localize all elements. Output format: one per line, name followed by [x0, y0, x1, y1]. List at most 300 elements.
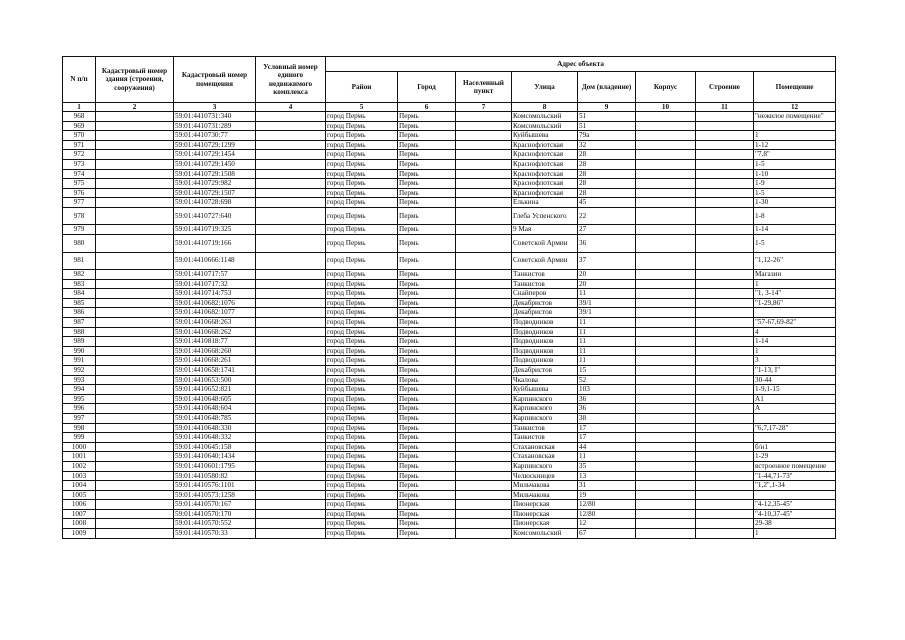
cell-complex-number: [256, 169, 326, 179]
cell-house: 22: [578, 207, 636, 225]
cell-house: 79а: [578, 131, 636, 141]
cell-locality: [456, 433, 512, 443]
cell-complex-number: [256, 519, 326, 529]
cell-premises: 1-9,1-15: [754, 385, 836, 395]
cell-building-cadastral: [96, 179, 174, 189]
cell-premises: 3: [754, 356, 836, 366]
cell-block: [636, 356, 696, 366]
table-row: [63, 452, 836, 462]
cell-street: Карпинского: [512, 404, 578, 414]
cell-city: Пермь: [398, 318, 456, 328]
cell-block: [636, 452, 696, 462]
cell-district: город Пермь: [326, 318, 398, 328]
cell-room-cadastral: 59:01:4410668:260: [174, 346, 256, 356]
cell-city: Пермь: [398, 375, 456, 385]
cell-complex-number: [256, 413, 326, 423]
table-row: [63, 346, 836, 356]
cell-street: Советской Армии: [512, 235, 578, 253]
cell-no: 1003: [63, 471, 96, 481]
cell-building-cadastral: [96, 452, 174, 462]
cell-house: 11: [578, 318, 636, 328]
cell-locality: [456, 318, 512, 328]
cell-block: [636, 131, 696, 141]
cell-no: 969: [63, 121, 96, 131]
cell-complex-number: [256, 279, 326, 289]
cell-building: [696, 279, 754, 289]
cell-house: 67: [578, 529, 636, 539]
cell-city: Пермь: [398, 519, 456, 529]
cell-district: город Пермь: [326, 356, 398, 366]
cell-no: 999: [63, 433, 96, 443]
cell-room-cadastral: 59:01:4410573:1258: [174, 490, 256, 500]
cell-city: Пермь: [398, 500, 456, 510]
cell-building-cadastral: [96, 519, 174, 529]
cell-building: [696, 509, 754, 519]
cell-house: 11: [578, 337, 636, 347]
cell-room-cadastral: 59:01:4410717:57: [174, 270, 256, 280]
cell-city: Пермь: [398, 452, 456, 462]
cell-building-cadastral: [96, 481, 174, 491]
cell-block: [636, 140, 696, 150]
cell-building: [696, 356, 754, 366]
cell-street: Подводников: [512, 318, 578, 328]
table-row: [63, 404, 836, 414]
cell-district: город Пермь: [326, 385, 398, 395]
cell-city: Пермь: [398, 188, 456, 198]
cell-building-cadastral: [96, 471, 174, 481]
cell-house: 11: [578, 356, 636, 366]
cell-district: город Пермь: [326, 375, 398, 385]
cell-premises: "1, 3-14": [754, 289, 836, 299]
cell-building-cadastral: [96, 159, 174, 169]
table-row: [63, 490, 836, 500]
header-street: Улица: [512, 72, 578, 103]
cell-house: 11: [578, 289, 636, 299]
cell-locality: [456, 252, 512, 270]
cell-complex-number: [256, 179, 326, 189]
table-row: [63, 188, 836, 198]
cell-district: город Пермь: [326, 188, 398, 198]
cell-locality: [456, 270, 512, 280]
cell-no: 983: [63, 279, 96, 289]
table-row: [63, 308, 836, 318]
cell-complex-number: [256, 375, 326, 385]
cell-room-cadastral: 59:01:4410648:605: [174, 394, 256, 404]
cell-house: 37: [578, 252, 636, 270]
cell-room-cadastral: 59:01:4410601:1795: [174, 461, 256, 471]
cell-building: [696, 159, 754, 169]
table-row: [63, 150, 836, 160]
table-row: [63, 289, 836, 299]
cell-locality: [456, 112, 512, 122]
cell-street: Декабристов: [512, 365, 578, 375]
cell-building: [696, 385, 754, 395]
cell-city: Пермь: [398, 529, 456, 539]
table-body: [63, 112, 836, 539]
cell-block: [636, 318, 696, 328]
cell-street: Краснофлотская: [512, 150, 578, 160]
cell-no: 979: [63, 225, 96, 235]
cell-premises: 1-14: [754, 225, 836, 235]
cell-block: [636, 225, 696, 235]
cell-district: город Пермь: [326, 413, 398, 423]
cell-block: [636, 413, 696, 423]
cell-premises: 1-5: [754, 159, 836, 169]
table-row: [63, 509, 836, 519]
cell-house: 31: [578, 481, 636, 491]
column-number: 2: [96, 103, 174, 112]
cell-building: [696, 121, 754, 131]
cell-room-cadastral: 59:01:4410729:1454: [174, 150, 256, 160]
cell-block: [636, 461, 696, 471]
cell-locality: [456, 279, 512, 289]
cell-district: город Пермь: [326, 289, 398, 299]
cell-street: Глеба Успенского: [512, 207, 578, 225]
cell-room-cadastral: 59:01:4410668:262: [174, 327, 256, 337]
cell-district: город Пермь: [326, 442, 398, 452]
cell-room-cadastral: 59:01:4410653:500: [174, 375, 256, 385]
cell-street: Подводников: [512, 327, 578, 337]
cell-house: 28: [578, 159, 636, 169]
cell-premises: [754, 308, 836, 318]
cell-no: 980: [63, 235, 96, 253]
cell-no: 995: [63, 394, 96, 404]
cell-district: город Пермь: [326, 327, 398, 337]
cell-premises: б/н1: [754, 442, 836, 452]
cell-complex-number: [256, 298, 326, 308]
cell-complex-number: [256, 346, 326, 356]
cell-room-cadastral: 59:01:4410666:1148: [174, 252, 256, 270]
cell-premises: 1: [754, 131, 836, 141]
cell-city: Пермь: [398, 235, 456, 253]
cell-street: Снайперов: [512, 289, 578, 299]
cell-street: Комсомольский: [512, 529, 578, 539]
cell-locality: [456, 179, 512, 189]
cell-premises: 30-44: [754, 375, 836, 385]
cell-building: [696, 318, 754, 328]
cell-building: [696, 375, 754, 385]
cell-block: [636, 519, 696, 529]
cell-locality: [456, 394, 512, 404]
cell-no: 1000: [63, 442, 96, 452]
cell-block: [636, 112, 696, 122]
cell-house: 11: [578, 452, 636, 462]
cell-block: [636, 375, 696, 385]
cell-block: [636, 442, 696, 452]
cell-city: Пермь: [398, 179, 456, 189]
cell-building-cadastral: [96, 327, 174, 337]
cell-block: [636, 490, 696, 500]
cell-building-cadastral: [96, 375, 174, 385]
cell-complex-number: [256, 442, 326, 452]
cell-city: Пермь: [398, 159, 456, 169]
cell-locality: [456, 490, 512, 500]
cell-no: 984: [63, 289, 96, 299]
cell-city: Пермь: [398, 346, 456, 356]
cell-complex-number: [256, 327, 326, 337]
header-premises: Помещение: [754, 72, 836, 103]
cell-no: 993: [63, 375, 96, 385]
cell-house: 39/1: [578, 308, 636, 318]
cell-building-cadastral: [96, 337, 174, 347]
cell-building-cadastral: [96, 308, 174, 318]
cell-locality: [456, 519, 512, 529]
cell-premises: 1-9: [754, 179, 836, 189]
cell-building-cadastral: [96, 140, 174, 150]
cell-no: 978: [63, 207, 96, 225]
cell-city: Пермь: [398, 471, 456, 481]
cell-house: 44: [578, 442, 636, 452]
cell-building: [696, 327, 754, 337]
cell-district: город Пермь: [326, 490, 398, 500]
cell-street: Танкистов: [512, 270, 578, 280]
cell-district: город Пермь: [326, 471, 398, 481]
cell-building: [696, 112, 754, 122]
cell-building-cadastral: [96, 394, 174, 404]
cell-building-cadastral: [96, 500, 174, 510]
cell-block: [636, 308, 696, 318]
cell-no: 1006: [63, 500, 96, 510]
cell-district: город Пермь: [326, 131, 398, 141]
table-row: [63, 327, 836, 337]
cell-no: 975: [63, 179, 96, 189]
header-column-numbers: [63, 103, 836, 112]
cell-street: Мильчакова: [512, 481, 578, 491]
cell-complex-number: [256, 150, 326, 160]
cell-no: 1008: [63, 519, 96, 529]
cell-building-cadastral: [96, 150, 174, 160]
table-row: [63, 481, 836, 491]
cell-street: Пионерская: [512, 519, 578, 529]
cell-city: Пермь: [398, 150, 456, 160]
column-number: 8: [512, 103, 578, 112]
cell-room-cadastral: 59:01:4410717:32: [174, 279, 256, 289]
cell-city: Пермь: [398, 461, 456, 471]
cell-room-cadastral: 59:01:4410570:33: [174, 529, 256, 539]
cell-building: [696, 207, 754, 225]
cell-house: 52: [578, 375, 636, 385]
cell-no: 1009: [63, 529, 96, 539]
cell-house: 27: [578, 225, 636, 235]
cell-building: [696, 529, 754, 539]
cell-street: Танкистов: [512, 279, 578, 289]
header-building: Строение: [696, 72, 754, 103]
cell-building: [696, 337, 754, 347]
cell-building: [696, 500, 754, 510]
cell-district: город Пермь: [326, 509, 398, 519]
cell-room-cadastral: 59:01:4410728:698: [174, 198, 256, 208]
cell-locality: [456, 471, 512, 481]
cell-locality: [456, 346, 512, 356]
cell-room-cadastral: 59:01:4410731:340: [174, 112, 256, 122]
cell-building: [696, 346, 754, 356]
cell-street: Танкистов: [512, 423, 578, 433]
cell-house: 20: [578, 279, 636, 289]
cell-building-cadastral: [96, 289, 174, 299]
cell-no: 971: [63, 140, 96, 150]
cell-complex-number: [256, 356, 326, 366]
cell-block: [636, 198, 696, 208]
table-row: [63, 140, 836, 150]
cell-house: 17: [578, 423, 636, 433]
cell-street: Краснофлотская: [512, 179, 578, 189]
cell-no: 1004: [63, 481, 96, 491]
cell-complex-number: [256, 270, 326, 280]
cell-house: 11: [578, 346, 636, 356]
cell-city: Пермь: [398, 394, 456, 404]
cell-room-cadastral: 59:01:4410729:1507: [174, 188, 256, 198]
cell-block: [636, 365, 696, 375]
cell-district: город Пермь: [326, 150, 398, 160]
cell-building: [696, 423, 754, 433]
cell-district: город Пермь: [326, 308, 398, 318]
cell-block: [636, 121, 696, 131]
cell-no: 996: [63, 404, 96, 414]
cell-street: Карпинского: [512, 461, 578, 471]
cell-no: 982: [63, 270, 96, 280]
cell-no: 1007: [63, 509, 96, 519]
cell-house: 36: [578, 404, 636, 414]
cell-building-cadastral: [96, 413, 174, 423]
cell-complex-number: [256, 481, 326, 491]
cell-block: [636, 327, 696, 337]
cell-building: [696, 150, 754, 160]
cell-no: 977: [63, 198, 96, 208]
cell-complex-number: [256, 207, 326, 225]
cell-no: 985: [63, 298, 96, 308]
cell-premises: "7,8": [754, 150, 836, 160]
table-row: [63, 365, 836, 375]
cell-city: Пермь: [398, 289, 456, 299]
table-row: [63, 529, 836, 539]
cell-city: Пермь: [398, 308, 456, 318]
cell-no: 987: [63, 318, 96, 328]
cell-room-cadastral: 59:01:4410731:289: [174, 121, 256, 131]
cell-locality: [456, 481, 512, 491]
cell-no: 997: [63, 413, 96, 423]
cell-room-cadastral: 59:01:4410570:170: [174, 509, 256, 519]
cell-building-cadastral: [96, 270, 174, 280]
column-number: 9: [578, 103, 636, 112]
cell-premises: [754, 413, 836, 423]
cell-building: [696, 413, 754, 423]
cell-district: город Пермь: [326, 519, 398, 529]
cell-complex-number: [256, 433, 326, 443]
cell-house: 51: [578, 112, 636, 122]
header-district: Район: [326, 72, 398, 103]
cell-premises: "57-67,69-82": [754, 318, 836, 328]
cell-city: Пермь: [398, 270, 456, 280]
cell-room-cadastral: 59:01:4410648:332: [174, 433, 256, 443]
cell-building-cadastral: [96, 461, 174, 471]
cell-house: 11: [578, 327, 636, 337]
cell-premises: 1-8: [754, 207, 836, 225]
cell-house: 36: [578, 235, 636, 253]
cell-building: [696, 481, 754, 491]
table-row: [63, 235, 836, 253]
cell-building-cadastral: [96, 318, 174, 328]
cell-room-cadastral: 59:01:4410727:640: [174, 207, 256, 225]
cell-street: Краснофлотская: [512, 159, 578, 169]
cell-complex-number: [256, 121, 326, 131]
column-number: 6: [398, 103, 456, 112]
cell-city: Пермь: [398, 198, 456, 208]
cell-building-cadastral: [96, 121, 174, 131]
cell-building-cadastral: [96, 131, 174, 141]
cell-city: Пермь: [398, 481, 456, 491]
cell-complex-number: [256, 198, 326, 208]
cell-complex-number: [256, 394, 326, 404]
header-block: Корпус: [636, 72, 696, 103]
cell-premises: [754, 121, 836, 131]
cell-building-cadastral: [96, 207, 174, 225]
cell-house: 28: [578, 169, 636, 179]
cell-city: Пермь: [398, 140, 456, 150]
table-row: [63, 471, 836, 481]
cell-room-cadastral: 59:01:4410730:77: [174, 131, 256, 141]
cell-house: 35: [578, 461, 636, 471]
cell-complex-number: [256, 452, 326, 462]
cell-premises: "нежилое помещение": [754, 112, 836, 122]
cell-building-cadastral: [96, 442, 174, 452]
cell-block: [636, 471, 696, 481]
table-row: [63, 207, 836, 225]
cell-complex-number: [256, 423, 326, 433]
table-row: [63, 442, 836, 452]
table-row: [63, 423, 836, 433]
cell-block: [636, 235, 696, 253]
cell-building: [696, 188, 754, 198]
cell-block: [636, 433, 696, 443]
cell-district: город Пермь: [326, 279, 398, 289]
cell-complex-number: [256, 471, 326, 481]
table-row: [63, 112, 836, 122]
cell-premises: 1: [754, 279, 836, 289]
column-number: 4: [256, 103, 326, 112]
cell-room-cadastral: 59:01:4410648:330: [174, 423, 256, 433]
cell-block: [636, 289, 696, 299]
cell-complex-number: [256, 337, 326, 347]
cell-room-cadastral: 59:01:4410729:1508: [174, 169, 256, 179]
cell-building-cadastral: [96, 490, 174, 500]
cell-locality: [456, 452, 512, 462]
cell-building: [696, 169, 754, 179]
cell-building-cadastral: [96, 404, 174, 414]
cell-building: [696, 308, 754, 318]
header-building-cadastral: Кадастровый номер здания (строения, сооружения): [96, 57, 174, 103]
cell-no: 1002: [63, 461, 96, 471]
cell-district: город Пермь: [326, 298, 398, 308]
cell-locality: [456, 308, 512, 318]
cell-district: город Пермь: [326, 394, 398, 404]
cell-street: Карпинского: [512, 413, 578, 423]
cell-building-cadastral: [96, 423, 174, 433]
cell-city: Пермь: [398, 131, 456, 141]
cell-building: [696, 270, 754, 280]
cell-room-cadastral: 59:01:4410576:1101: [174, 481, 256, 491]
cell-district: город Пермь: [326, 121, 398, 131]
column-number: 5: [326, 103, 398, 112]
header-city: Город: [398, 72, 456, 103]
header-room-cadastral: Кадастровый номер помещения: [174, 57, 256, 103]
cell-block: [636, 423, 696, 433]
cell-district: город Пермь: [326, 235, 398, 253]
cell-locality: [456, 150, 512, 160]
cell-house: 15: [578, 365, 636, 375]
column-number: 10: [636, 103, 696, 112]
cell-building-cadastral: [96, 198, 174, 208]
cell-no: 998: [63, 423, 96, 433]
